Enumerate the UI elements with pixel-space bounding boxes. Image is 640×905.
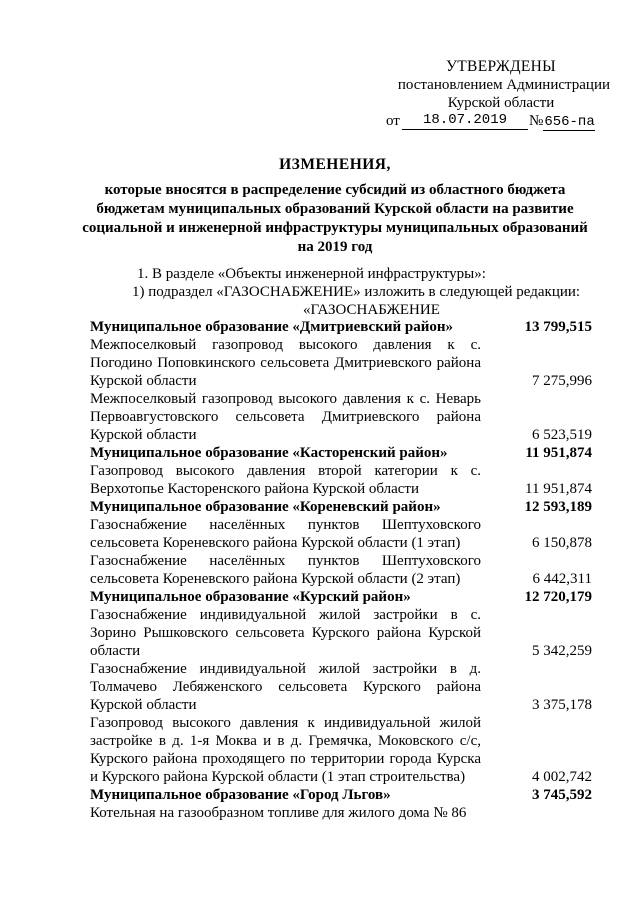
approval-region: Курской области [447, 95, 555, 111]
title-line-2: бюджетам муниципальных образований Курской области на развитие [96, 201, 574, 217]
number-value: 656-па [544, 114, 595, 130]
approval-issuer: постановлением Администрации [397, 77, 610, 93]
approval-date-number [386, 112, 616, 132]
municipality-total: 12 720,179 [524, 589, 592, 605]
title-line-3: социальной и инженерной инфраструктуры муниципальных образований [82, 220, 588, 236]
object-row [90, 516, 592, 552]
object-amount: 5 342,259 [532, 643, 592, 659]
approval-number [529, 112, 595, 131]
municipality-name: Муниципальное образование «Город Льгов» [90, 787, 391, 803]
object-amount: 4 002,742 [532, 769, 592, 785]
object-row [90, 336, 592, 390]
approval-block [386, 58, 616, 132]
municipality-row [90, 786, 592, 804]
object-description: Котельная на газообразном топливе для жилого дома № 86 [90, 805, 467, 821]
municipality-name: Муниципальное образование «Дмитриевский район» [90, 319, 454, 335]
object-amount: 3 375,178 [532, 697, 592, 713]
intro-point-2: 1) подраздел «ГАЗОСНАБЖЕНИЕ» изложить в следующей редакции: [132, 284, 581, 300]
object-description: Газоснабжение индивидуальной жилой застройки в д. Толмачево Лебяженского сельсовета Курского района Курской области [90, 661, 481, 713]
object-row [90, 552, 592, 588]
object-description: Газоснабжение индивидуальной жилой застройки в с. Зорино Рышковского сельсовета Курского района Курской области [90, 607, 481, 659]
object-row [90, 660, 592, 714]
object-description: Межпоселковый газопровод высокого давления к с. Погодино Поповкинского сельсовета Дмитриевского района Курской области [90, 337, 481, 389]
object-row [90, 606, 592, 660]
municipality-row [90, 588, 592, 606]
object-amount: 6 523,519 [532, 427, 592, 443]
object-row [90, 390, 592, 444]
object-amount: 6 150,878 [532, 535, 592, 551]
subsection-title: «ГАЗОСНАБЖЕНИЕ [303, 302, 440, 318]
object-row [90, 804, 592, 822]
document-title [80, 155, 590, 257]
municipality-row [90, 498, 592, 516]
approval-date: 18.07.2019 [402, 111, 528, 130]
object-description: Газоснабжение населённых пунктов Шептуховского сельсовета Кореневского района Курской области (2 этап) [90, 553, 481, 587]
municipality-total: 3 745,592 [532, 787, 592, 803]
object-row [90, 462, 592, 498]
object-description: Межпоселковый газопровод высокого давления к с. Неварь Первоавгустовского сельсовета Дмитриевского района Курской области [90, 391, 481, 443]
subsidy-table [90, 318, 592, 822]
municipality-name: Муниципальное образование «Курский район» [90, 589, 411, 605]
municipality-total: 12 593,189 [524, 499, 592, 515]
municipality-row [90, 318, 592, 336]
object-description: Газопровод высокого давления второй категории к с. Верхотопье Касторенского района Курской области [90, 463, 481, 497]
municipality-total: 11 951,874 [525, 445, 592, 461]
from-label: от [386, 113, 400, 129]
title-heading: ИЗМЕНЕНИЯ, [279, 156, 391, 173]
number-sign: № [529, 113, 544, 129]
municipality-name: Муниципальное образование «Касторенский район» [90, 445, 448, 461]
municipality-row [90, 444, 592, 462]
title-line-4: на 2019 год [297, 239, 373, 255]
object-description: Газопровод высокого давления к индивидуальной жилой застройке в д. 1-я Моква и в д. Гремячка, Моковского с/с, Курского района проходящего по территории города Курска и Курского района Курской области (1 этап строительства) [90, 715, 481, 785]
municipality-name: Муниципальное образование «Кореневский район» [90, 499, 441, 515]
object-amount: 6 442,311 [532, 571, 592, 587]
object-row [90, 714, 592, 786]
title-line-1: которые вносятся в распределение субсидий из областного бюджета [104, 182, 566, 198]
object-description: Газоснабжение населённых пунктов Шептуховского сельсовета Кореневского района Курской области (1 этап) [90, 517, 481, 551]
object-amount: 7 275,996 [532, 373, 592, 389]
intro-point-1: 1. В разделе «Объекты инженерной инфраструктуры»: [137, 266, 486, 282]
approval-title: УТВЕРЖДЕНЫ [446, 58, 556, 75]
municipality-total: 13 799,515 [524, 319, 592, 335]
object-amount: 11 951,874 [525, 481, 592, 497]
